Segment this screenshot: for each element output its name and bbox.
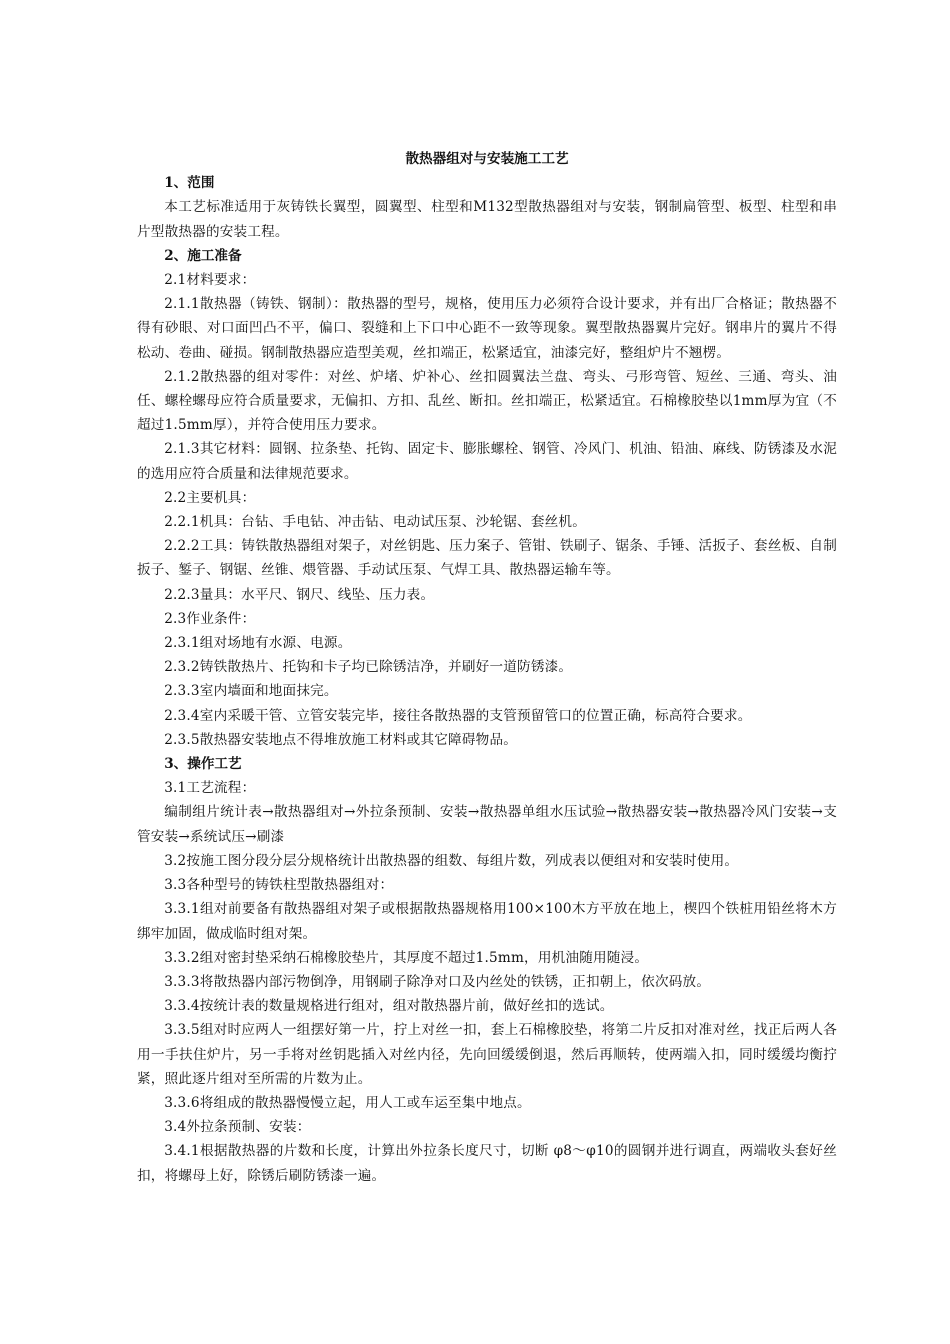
- paragraph: 3.3.4按统计表的数量规格进行组对，组对散热器片前，做好丝扣的选试。: [164, 998, 614, 1015]
- paragraph: 3.2按施工图分段分层分规格统计出散热器的组数、每组片数，列成表以便组对和安装时使用。: [164, 852, 739, 869]
- paragraph: 3.3.1组对前要备有散热器组对架子或根据散热器规格用100×100木方平放在地上，楔四个铁桩用铅丝将木方绑牢加固，做成临时组对架。: [137, 901, 837, 942]
- paragraph: 本工艺标准适用于灰铸铁长翼型，圆翼型、柱型和M132型散热器组对与安装，钢制扁管型、板型、柱型和串片型散热器的安装工程。: [137, 199, 837, 240]
- paragraph: 2.1.3其它材料：圆钢、拉条垫、托钩、固定卡、膨胀螺栓、钢管、冷风门、机油、铅油、麻线、防锈漆及水泥的选用应符合质量和法律规范要求。: [137, 441, 837, 482]
- paragraph: 2.1.1散热器（铸铁、钢制）：散热器的型号，规格，使用压力必须符合设计要求，并有出厂合格证；散热器不得有砂眼、对口面凹凸不平，偏口、裂缝和上下口中心距不一致等现象。翼型散热器翼片完好。钢串片的翼片不得松动、卷曲、碰损。钢制散热器应造型美观，丝扣端正，松紧适宜，油漆完好，整组炉片不翘楞。: [137, 296, 837, 361]
- document-body: [137, 171, 837, 1188]
- paragraph: 2.3作业条件：: [164, 610, 256, 627]
- section-heading: 1、范围: [164, 175, 215, 192]
- document-page: [137, 147, 837, 1188]
- paragraph: 2.1.2散热器的组对零件：对丝、炉堵、炉补心、丝扣圆翼法兰盘、弯头、弓形弯管、短丝、三通、弯头、油任、螺栓螺母应符合质量要求，无偏扣、方扣、乱丝、断扣。丝扣端正，松紧适宜。石棉橡胶垫以1mm厚为宜（不超过1.5mm厚），并符合使用压力要求。: [137, 368, 837, 434]
- section-heading: 3、操作工艺: [164, 756, 242, 773]
- paragraph: 3.3.2组对密封垫采纳石棉橡胶垫片，其厚度不超过1.5mm，用机油随用随浸。: [164, 949, 649, 966]
- paragraph: 3.3.5组对时应两人一组摆好第一片，拧上对丝一扣，套上石棉橡胶垫，将第二片反扣对准对丝，找正后两人各用一手扶住炉片，另一手将对丝钥匙插入对丝内径，先向回缓缓倒退，然后再顺转，使两端入扣，同时缓缓均衡拧紧，照此逐片组对至所需的片数为止。: [137, 1022, 837, 1087]
- paragraph: 3.1工艺流程：: [164, 780, 256, 797]
- paragraph: 2.3.2铸铁散热片、托钩和卡子均已除锈洁净，并刷好一道防锈漆。: [164, 659, 573, 676]
- paragraph: 3.3各种型号的铸铁柱型散热器组对：: [164, 877, 394, 894]
- paragraph: 2.2.2工具：铸铁散热器组对架子，对丝钥匙、压力案子、管钳、铁刷子、锯条、手锤、活扳子、套丝板、自制扳子、錾子、钢锯、丝锥、煨管器、手动试压泵、气焊工具、散热器运输车等。: [137, 538, 837, 579]
- paragraph: 3.4.1根据散热器的片数和长度，计算出外拉条长度尺寸，切断 φ8～φ10的圆钢并进行调直，两端收头套好丝扣，将螺母上好，除锈后刷防锈漆一遍。: [137, 1143, 837, 1184]
- document-title: 散热器组对与安装施工工艺: [405, 151, 569, 167]
- paragraph: 编制组片统计表→散热器组对→外拉条预制、安装→散热器单组水压试验→散热器安装→散热器冷风门安装→支管安装→系统试压→刷漆: [137, 804, 837, 845]
- section-heading: 2、施工准备: [164, 247, 242, 264]
- paragraph: 2.3.5散热器安装地点不得堆放施工材料或其它障碍物品。: [164, 731, 518, 748]
- paragraph: 2.2.1机具：台钻、手电钻、冲击钻、电动试压泵、沙轮锯、套丝机。: [164, 514, 586, 531]
- paragraph: 2.3.1组对场地有水源、电源。: [164, 635, 352, 652]
- paragraph: 2.3.3室内墙面和地面抹完。: [164, 683, 338, 700]
- paragraph: 3.3.6将组成的散热器慢慢立起，用人工或车运至集中地点。: [164, 1094, 531, 1111]
- paragraph: 3.3.3将散热器内部污物倒净，用钢刷子除净对口及内丝处的铁锈，正扣朝上，依次码放。: [164, 973, 711, 990]
- paragraph: 2.3.4室内采暖干管、立管安装完毕，接往各散热器的支管预留管口的位置正确，标高符合要求。: [164, 707, 752, 724]
- paragraph: 3.4外拉条预制、安装：: [164, 1119, 311, 1136]
- paragraph: 2.2.3量具：水平尺、钢尺、线坠、压力表。: [164, 586, 435, 603]
- paragraph: 2.1材料要求：: [164, 272, 256, 289]
- paragraph: 2.2主要机具：: [164, 489, 256, 506]
